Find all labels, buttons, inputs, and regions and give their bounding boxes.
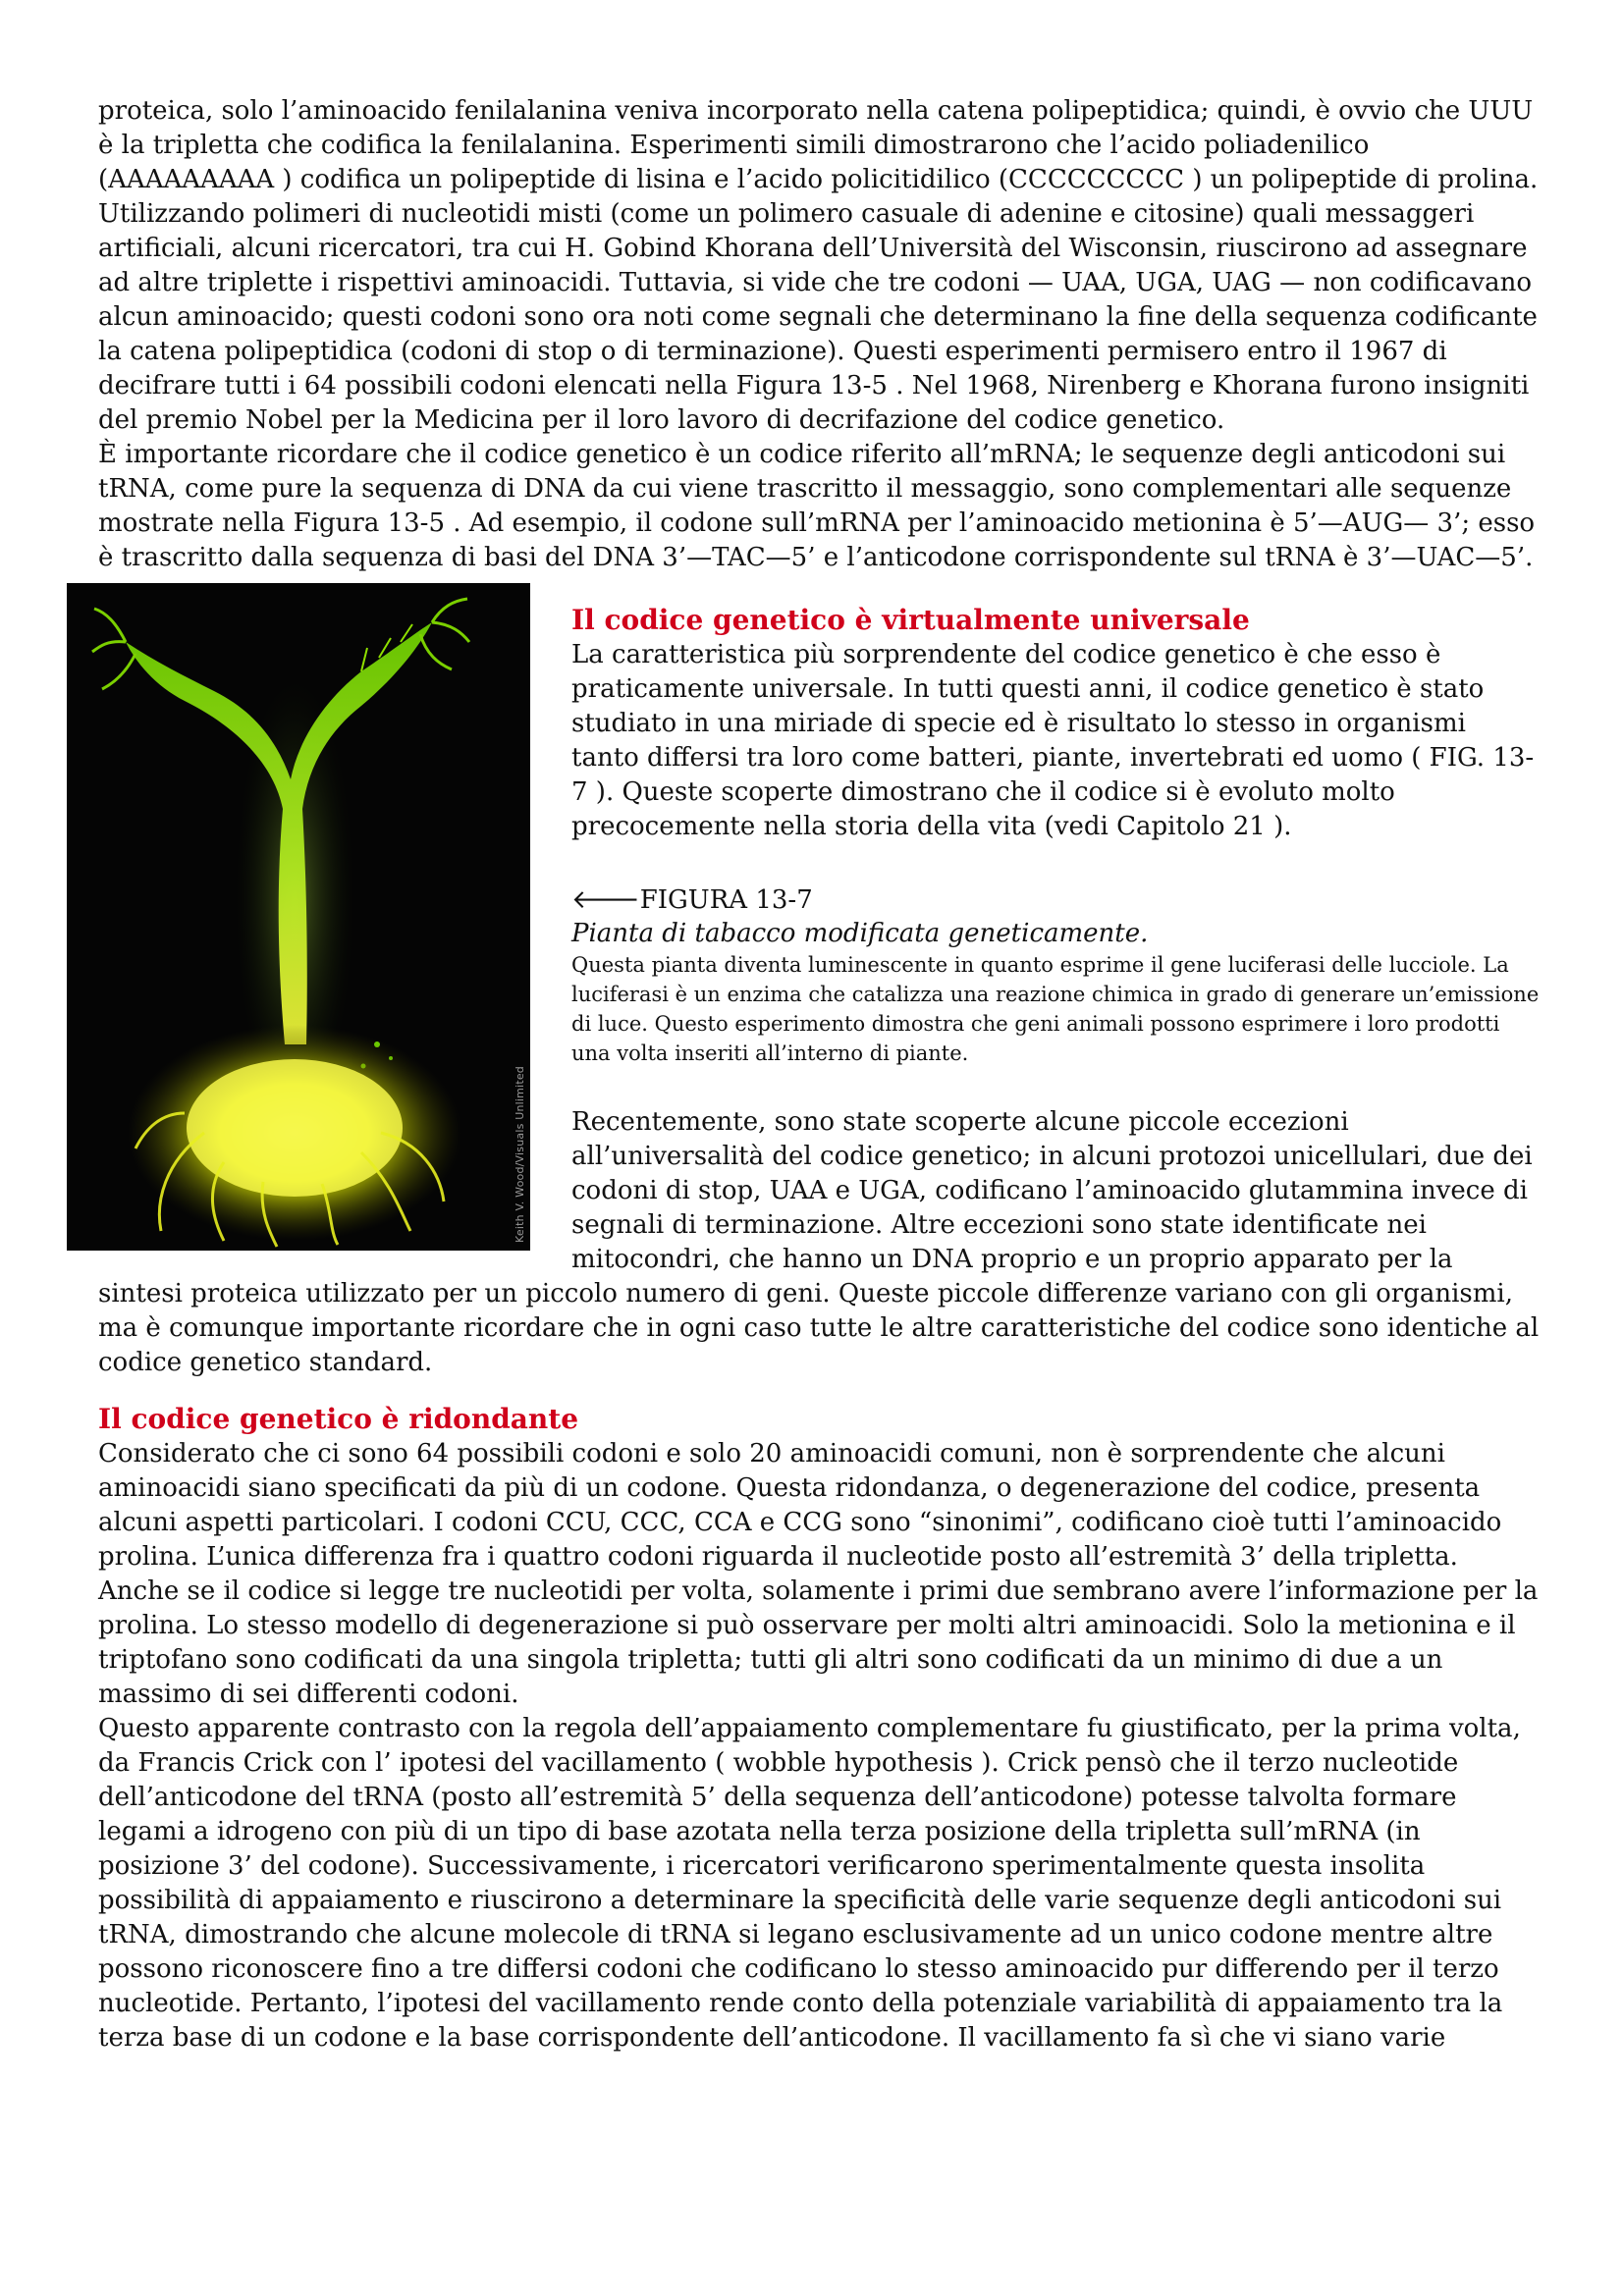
glowing-tobacco-plant-photo — [67, 583, 530, 1251]
intro-paragraph-1: proteica, solo l’aminoacido fenilalanina veniva incorporato nella catena polipeptidica; quindi, è ovvio che UUU è la tripletta che codifica la fenilalanina. Esperimenti simili dimostrarono che l’acido poliadenilico (AAAAAAAAA ) codifica un polipeptide di lisina e l’acido policitidilico (CCCCCCCCC ) un polipeptide di prolina. — [98, 96, 1539, 194]
section1-paragraph-1: La caratteristica più sorprendente del codice genetico è che esso è praticamente universale. In tutti questi anni, il codice genetico è stato studiato in una miriade di specie ed è risultato lo stesso in organismi tanto differsi tra loro come batteri, piante, invertebrati ed uomo ( FIG. 13-7 ). Queste scoperte dimostrano che il codice si è evoluto molto precocemente nella storia della vita (vedi Capitolo 21 ). — [571, 640, 1535, 841]
intro-paragraph-3: È importante ricordare che il codice genetico è un codice riferito all’mRNA; le sequenze degli anticodoni sui tRNA, come pure la sequenza di DNA da cui viene trascritto il messaggio, sono complementari alle sequenze mostrate nella Figura 13-5 . Ad esempio, il codone sull’mRNA per l’aminoacido metionina è 5’—AUG— 3’; esso è trascritto dalla sequenza di basi del DNA 3’—TAC—5’ e l’anticodone corrispondente sul tRNA è 3’—UAC—5’. — [98, 440, 1536, 572]
figure-caption: Questa pianta diventa luminescente in quanto esprime il gene luciferasi delle lucciole. La luciferasi è un enzima che catalizza una reazione chimica in grado di generare un’emissione di luce. Questo esperimento dimostra che geni animali possono esprimere i loro prodotti una volta inseriti all’interno di piante. — [571, 953, 1540, 1065]
document-page — [98, 94, 1540, 2056]
section2-paragraph-1: Considerato che ci sono 64 possibili codoni e solo 20 aminoacidi comuni, non è sorprendente che alcuni aminoacidi siano specificati da più di un codone. Questa ridondanza, o degenerazione del codice, presenta alcuni aspetti particolari. I codoni CCU, CCC, CCA e CCG sono “sinonimi”, codificano cioè tutti l’aminoacido prolina. L’unica differenza fra i quattro codoni riguarda il nucleotide posto all’estremità 3’ della tripletta. Anche se il codice si legge tre nucleotidi per volta, solamente i primi due sembrano avere l’informazione per la prolina. Lo stesso modello di degenerazione si può osservare per molti altri aminoacidi. Solo la metionina e il triptofano sono codificati da una singola tripletta; tutti gli altri sono codificati da un minimo di due a un massimo di sei differenti codoni. — [98, 1439, 1539, 1709]
section-title-universal-code: Il codice genetico è virtualmente universale — [571, 604, 1250, 636]
section1-paragraph-2: Recentemente, sono state scoperte alcune piccole eccezioni all’universalità del codice genetico; in alcuni protozoi unicellulari, due dei codoni di stop, UAA e UGA, codificano l’aminoacido glutammina invece di segnali di terminazione. Altre eccezioni sono state identificate nei mitocondri, che hanno un DNA proprio e un proprio apparato per la sintesi proteica utilizzato per un piccolo numero di geni. Queste piccole differenze variano con gli organismi, ma è comunque importante ricordare che in ogni caso tutte le altre caratteristiche del codice sono identiche al codice genetico standard. — [98, 1107, 1540, 1377]
figure-number: 🡐FIGURA 13-7 — [571, 885, 813, 915]
photo-credit: Keith V. Wood/Visuals Unlimited — [514, 1066, 526, 1243]
section-title-redundant-code: Il codice genetico è ridondante — [98, 1403, 579, 1435]
plant-illustration — [67, 583, 530, 1251]
section2-paragraph-2: Questo apparente contrasto con la regola dell’appaiamento complementare fu giustificato, per la prima volta, da Francis Crick con l’ ipotesi del vacillamento ( wobble hypothesis ). Crick pensò che il terzo nucleotide dell’anticodone del tRNA (posto all’estremità 5’ della sequenza dell’anticodone) potesse talvolta formare legami a idrogeno con più di un tipo di base azotata nella terza posizione della tripletta sull’mRNA (in posizione 3’ del codone). Successivamente, i ricercatori verificarono sperimentalmente questa insolita possibilità di appaiamento e riuscirono a determinare la specificità delle varie sequenze degli anticodoni sui tRNA, dimostrando che alcune molecole di tRNA si legano esclusivamente ad un unico codone mentre altre possono riconoscere fino a tre differsi codoni che codificano lo stesso aminoacido pur differendo per il terzo nucleotide. Pertanto, l’ipotesi del vacillamento rende conto della potenziale variabilità di appaiamento tra la terza base di un codone e la base corrispondente dell’anticodone. Il vacillamento fa sì che vi siano varie — [98, 1714, 1521, 2053]
intro-paragraph-2: Utilizzando polimeri di nucleotidi misti (come un polimero casuale di adenine e citosine) quali messaggeri artificiali, alcuni ricercatori, tra cui H. Gobind Khorana dell’Università del Wisconsin, riuscirono ad assegnare ad altre triplette i rispettivi aminoacidi. Tuttavia, si vide che tre codoni — UAA, UGA, UAG — non codificavano alcun aminoacido; questi codoni sono ora noti come segnali che determinano la fine della sequenza codificante la catena polipeptidica (codoni di stop o di terminazione). Questi esperimenti permisero entro il 1967 di decifrare tutti i 64 possibili codoni elencati nella Figura 13-5 . Nel 1968, Nirenberg e Khorana furono insigniti del premio Nobel per la Medicina per il loro lavoro di decrifazione del codice genetico. — [98, 199, 1538, 435]
figure-title: Pianta di tabacco modificata geneticamente. — [571, 919, 1149, 948]
